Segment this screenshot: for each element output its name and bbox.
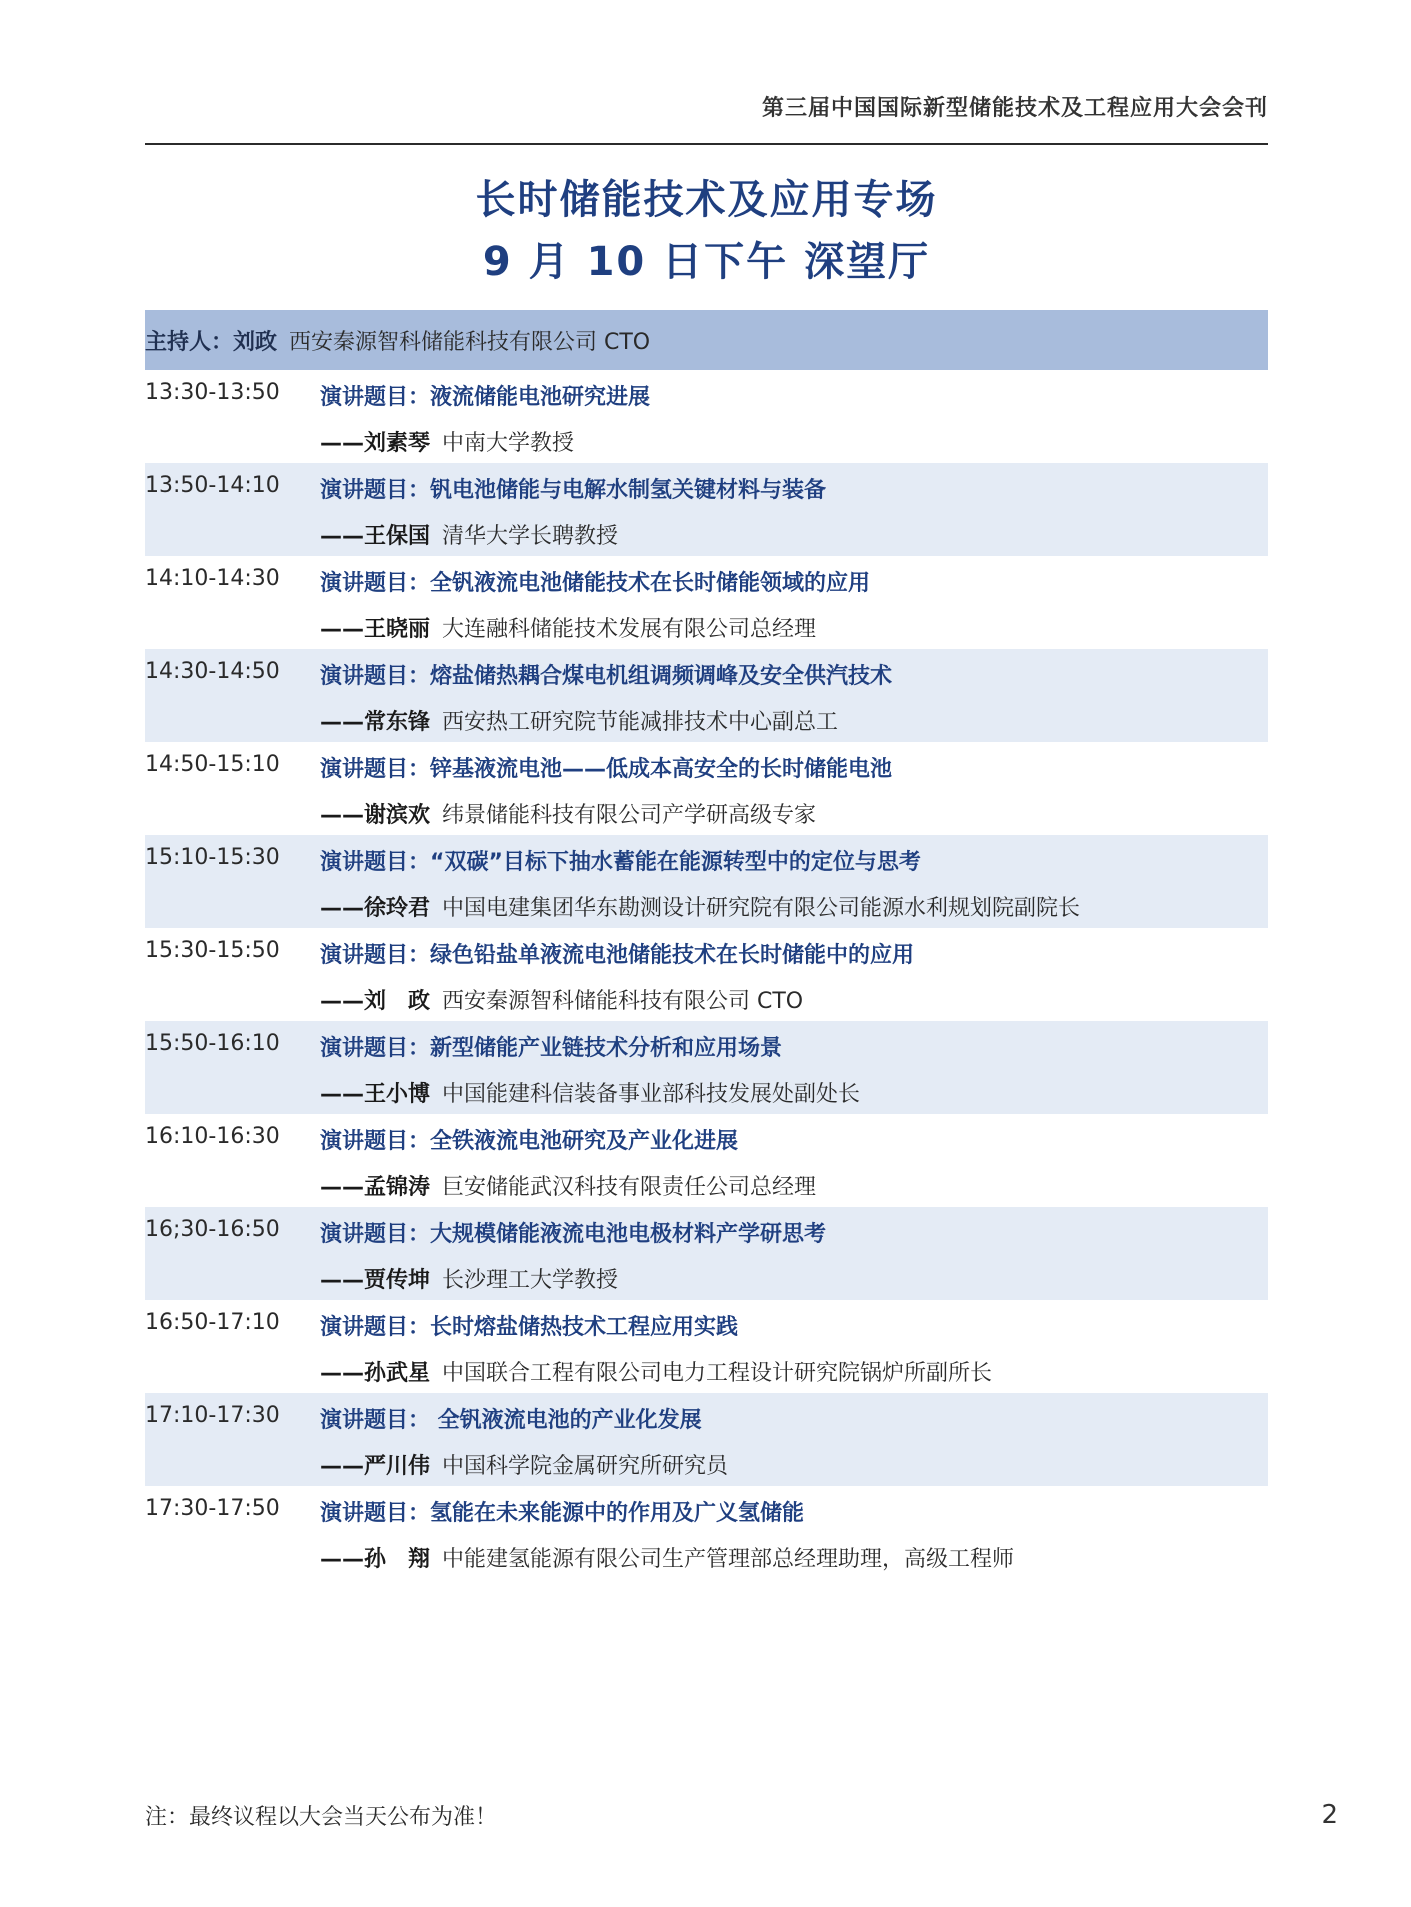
speaker-name: ——刘素琴 [320,431,431,456]
session-speaker [320,798,816,829]
session-time: 14:30-14:50 [145,659,280,684]
session-speaker [320,1170,816,1201]
session-topic: 演讲题目：新型储能产业链技术分析和应用场景 [320,1036,783,1061]
page-number: 2 [1321,1800,1338,1830]
schedule-row [145,1207,1268,1300]
speaker-org: 中南大学教授 [442,431,575,456]
speaker-org: 纬景储能科技有限公司产学研高级专家 [442,803,817,828]
session-topic: 演讲题目：锌基液流电池——低成本高安全的长时储能电池 [320,757,893,782]
session-topic: 演讲题目：“双碳”目标下抽水蓄能在能源转型中的定位与思考 [320,850,921,875]
session-time: 14:10-14:30 [145,566,280,591]
session-speaker [320,891,1080,922]
session-time: 17:10-17:30 [145,1403,280,1428]
session-date-venue: 9 月 10 日下午 深望厅 [482,239,931,285]
schedule-row [145,1393,1268,1486]
schedule-row [145,556,1268,649]
host-label: 主持人：刘政 [145,329,278,355]
speaker-org: 中国科学院金属研究所研究员 [442,1454,729,1479]
session-topic: 演讲题目：大规模储能液流电池电极材料产学研思考 [320,1222,827,1247]
session-time: 16;30-16:50 [145,1217,280,1242]
session-topic: 演讲题目：长时熔盐储热技术工程应用实践 [320,1315,739,1340]
session-speaker [320,1077,860,1108]
speaker-name: ——王晓丽 [320,617,431,642]
session-time: 15:30-15:50 [145,938,280,963]
session-time: 14:50-15:10 [145,752,280,777]
session-speaker [320,1542,1014,1573]
session-speaker [320,1449,728,1480]
speaker-org: 清华大学长聘教授 [442,524,619,549]
schedule-row [145,370,1268,463]
schedule-row [145,742,1268,835]
speaker-org: 中国能建科信装备事业部科技发展处副处长 [442,1082,861,1107]
session-time: 16:50-17:10 [145,1310,280,1335]
session-time: 13:30-13:50 [145,380,280,405]
speaker-org: 西安秦源智科储能科技有限公司 CTO [442,989,804,1014]
schedule-row [145,649,1268,742]
speaker-name: ——严川伟 [320,1454,431,1479]
session-speaker [320,705,838,736]
session-topic: 演讲题目：钒电池储能与电解水制氢关键材料与装备 [320,478,827,503]
speaker-name: ——谢滨欢 [320,803,431,828]
session-time: 15:10-15:30 [145,845,280,870]
host-bar [145,310,1268,370]
speaker-org: 中能建氢能源有限公司生产管理部总经理助理，高级工程师 [442,1547,1015,1572]
speaker-name: ——孟锦涛 [320,1175,431,1200]
speaker-org: 中国联合工程有限公司电力工程设计研究院锅炉所副所长 [442,1361,993,1386]
schedule-row [145,1300,1268,1393]
session-time: 13:50-14:10 [145,473,280,498]
schedule-row [145,1486,1268,1579]
schedule-row [145,928,1268,1021]
speaker-org: 大连融科储能技术发展有限公司总经理 [442,617,817,642]
session-speaker [320,519,618,550]
header-divider [145,143,1268,145]
speaker-org: 中国电建集团华东勘测设计研究院有限公司能源水利规划院副院长 [442,896,1081,921]
session-time: 15:50-16:10 [145,1031,280,1056]
speaker-name: ——王保国 [320,524,431,549]
session-topic: 演讲题目： 全钒液流电池的产业化发展 [320,1408,702,1433]
session-speaker [320,1263,618,1294]
speaker-org: 巨安储能武汉科技有限责任公司总经理 [442,1175,817,1200]
session-topic: 演讲题目：全铁液流电池研究及产业化进展 [320,1129,739,1154]
session-speaker [320,612,816,643]
speaker-name: ——徐玲君 [320,896,431,921]
schedule-row [145,1021,1268,1114]
schedule-row [145,463,1268,556]
session-time: 16:10-16:30 [145,1124,280,1149]
speaker-name: ——孙 翔 [320,1547,431,1572]
session-time: 17:30-17:50 [145,1496,280,1521]
schedule-table [145,370,1268,1579]
session-topic: 演讲题目：液流储能电池研究进展 [320,385,651,410]
publication-header: 第三届中国国际新型储能技术及工程应用大会会刊 [761,96,1268,121]
speaker-name: ——贾传坤 [320,1268,431,1293]
host-affiliation: 西安秦源智科储能科技有限公司 CTO [289,329,651,355]
footnote: 注：最终议程以大会当天公布为准！ [145,1805,498,1830]
speaker-name: ——孙武星 [320,1361,431,1386]
speaker-org: 长沙理工大学教授 [442,1268,619,1293]
session-topic: 演讲题目：熔盐储热耦合煤电机组调频调峰及安全供汽技术 [320,664,893,689]
session-topic: 演讲题目：绿色铅盐单液流电池储能技术在长时储能中的应用 [320,943,915,968]
session-topic: 演讲题目：氢能在未来能源中的作用及广义氢储能 [320,1501,805,1526]
speaker-name: ——常东锋 [320,710,431,735]
session-topic: 演讲题目：全钒液流电池储能技术在长时储能领域的应用 [320,571,871,596]
session-speaker [320,426,574,457]
session-speaker [320,984,803,1015]
speaker-name: ——王小博 [320,1082,431,1107]
speaker-name: ——刘 政 [320,989,431,1014]
schedule-row [145,835,1268,928]
schedule-row [145,1114,1268,1207]
session-title: 长时储能技术及应用专场 [475,177,938,223]
session-speaker [320,1356,992,1387]
speaker-org: 西安热工研究院节能减排技术中心副总工 [442,710,839,735]
